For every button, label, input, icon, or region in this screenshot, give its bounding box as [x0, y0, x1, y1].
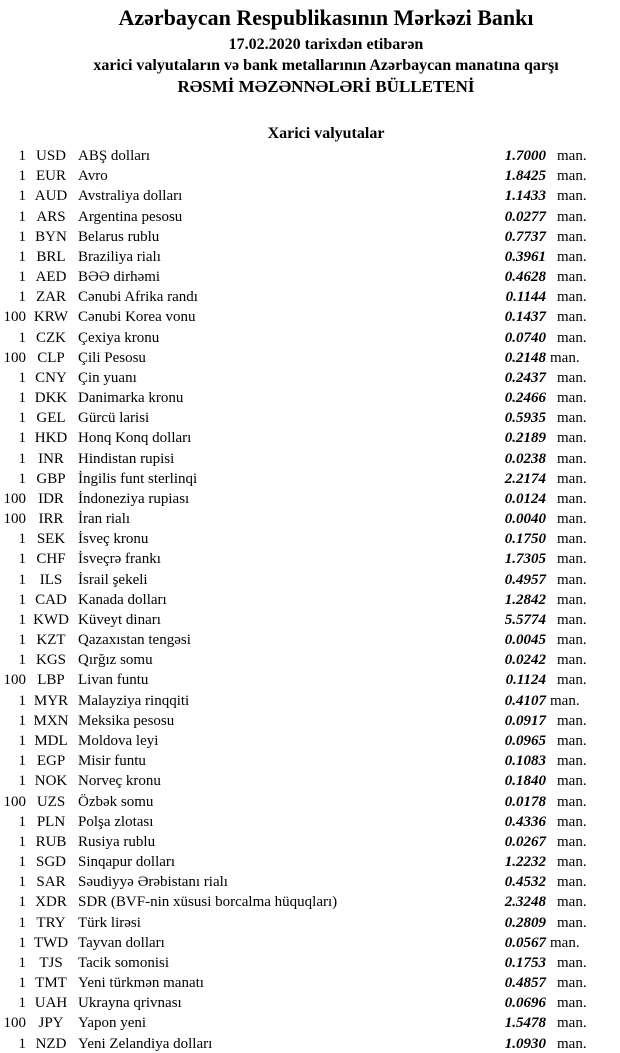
- rate-value: 1.8425: [504, 168, 546, 185]
- currency-name: Yeni türkmən manatı: [78, 975, 204, 992]
- unit-label: man.: [557, 813, 587, 830]
- rate-row: [0, 388, 620, 408]
- effective-date-line: 17.02.2020 tarixdən etibarən: [228, 36, 424, 53]
- rate-row: [0, 570, 620, 590]
- rate-row: [0, 1013, 620, 1033]
- unit-label: man.: [557, 228, 587, 245]
- unit-label: man.: [557, 793, 587, 810]
- currency-code: UAH: [34, 995, 68, 1012]
- rate-quantity: 1: [18, 1035, 26, 1052]
- rate-row: [0, 207, 620, 227]
- rate-value: 0.0242: [504, 652, 546, 669]
- rate-quantity: 1: [18, 228, 26, 245]
- rate-value: 0.0124: [504, 490, 546, 507]
- rate-row: [0, 812, 620, 832]
- currency-name: Çili Pesosu: [78, 349, 146, 366]
- currency-code: MYR: [33, 692, 69, 709]
- rate-quantity: 100: [3, 793, 26, 810]
- rate-row: [0, 590, 620, 610]
- currency-name: Cənubi Afrika randı: [78, 289, 198, 306]
- unit-label: man.: [557, 591, 587, 608]
- rate-value: 0.3961: [504, 248, 546, 265]
- currency-name: Gürcü larisi: [78, 410, 150, 427]
- unit-label: man.: [557, 289, 587, 306]
- currency-code: JPY: [38, 1015, 64, 1032]
- unit-label: man.: [557, 309, 587, 326]
- rate-value: 1.2232: [504, 854, 546, 871]
- currency-code: IDR: [38, 490, 64, 507]
- currency-name: Argentina pesosu: [78, 208, 183, 225]
- unit-label: man.: [557, 329, 587, 346]
- document-subtitle: xarici valyutaların və bank metallarının Azərbaycan manatına qarşı: [93, 57, 559, 74]
- currency-name: Honq Konq dolları: [78, 430, 192, 447]
- unit-label: man.: [557, 571, 587, 588]
- unit-label: man.: [557, 712, 587, 729]
- unit-label: man.: [557, 369, 587, 386]
- currency-code: PLN: [36, 813, 66, 830]
- rate-value: 0.1437: [504, 309, 546, 326]
- currency-name: İsrail şekeli: [78, 571, 148, 588]
- currency-name: Çexiya kronu: [78, 329, 160, 346]
- rate-quantity: 100: [3, 672, 26, 689]
- rate-quantity: 1: [18, 289, 26, 306]
- currency-code: USD: [35, 148, 66, 164]
- rate-row: [0, 328, 620, 348]
- currency-name: Hindistan rupisi: [78, 450, 175, 467]
- unit-label: man.: [557, 531, 587, 548]
- unit-label: man.: [557, 632, 587, 649]
- currency-code: RUB: [35, 833, 67, 850]
- rate-quantity: 1: [18, 753, 26, 770]
- rate-quantity: 100: [3, 490, 26, 507]
- rate-value: 1.7000: [504, 148, 546, 164]
- currency-code: CZK: [36, 329, 66, 346]
- rate-quantity: 100: [3, 511, 26, 528]
- unit-label: man.: [557, 430, 587, 447]
- currency-code: CAD: [35, 591, 67, 608]
- rate-row: [0, 691, 620, 711]
- rate-quantity: 1: [18, 470, 26, 487]
- unit-label: man.: [557, 148, 587, 164]
- currency-code: NOK: [34, 773, 68, 790]
- currency-name: Malayziya rinqqiti: [78, 692, 190, 709]
- rate-value: 0.1840: [504, 773, 546, 790]
- rate-quantity: 1: [18, 854, 26, 871]
- currency-name: İsveçrə frankı: [78, 551, 161, 568]
- rate-value: 1.7305: [504, 551, 546, 568]
- rate-value: 0.0917: [504, 712, 546, 729]
- rate-value: 0.4336: [504, 813, 546, 830]
- currency-code: KRW: [33, 309, 69, 326]
- currency-name: İsveç kronu: [78, 531, 149, 548]
- currency-code: INR: [38, 450, 64, 467]
- currency-name: Livan funtu: [78, 672, 149, 689]
- rate-quantity: 1: [18, 430, 26, 447]
- currency-name: Misir funtu: [78, 753, 146, 770]
- currency-name: Tacik somonisi: [78, 954, 170, 971]
- currency-code: TJS: [39, 954, 63, 971]
- rate-row: [0, 186, 620, 206]
- rate-row: [0, 368, 620, 388]
- rate-value: 2.2174: [504, 470, 546, 487]
- rate-row: [0, 509, 620, 529]
- currency-name: BƏƏ dirhəmi: [78, 269, 161, 286]
- rate-value: 0.0277: [504, 208, 546, 225]
- rate-row: [0, 348, 620, 368]
- rate-row: [0, 428, 620, 448]
- rate-value: 0.0267: [504, 833, 546, 850]
- currency-code: NZD: [35, 1035, 67, 1052]
- currency-code: SAR: [36, 874, 66, 891]
- currency-code: UZS: [36, 793, 66, 810]
- rate-quantity: 1: [18, 975, 26, 992]
- currency-code: HKD: [34, 430, 68, 447]
- rate-quantity: 1: [18, 269, 26, 286]
- rate-value: 2.3248: [504, 894, 546, 911]
- rate-value: 0.2189: [504, 430, 546, 447]
- rate-value: 0.4532: [504, 874, 546, 891]
- unit-label: man.: [557, 833, 587, 850]
- currency-code: MXN: [33, 712, 69, 729]
- currency-name: Belarus rublu: [78, 228, 160, 245]
- rate-row: [0, 953, 620, 973]
- rate-quantity: 1: [18, 874, 26, 891]
- currency-name: Yapon yeni: [78, 1015, 147, 1032]
- currency-code: EGP: [36, 753, 66, 770]
- rate-value: 0.5935: [504, 410, 546, 427]
- unit-label: man.: [557, 269, 587, 286]
- rate-value: 1.0930: [504, 1035, 546, 1052]
- rate-value: 0.4107: [504, 692, 546, 709]
- currency-code: ILS: [39, 571, 63, 588]
- currency-code: CHF: [36, 551, 66, 568]
- rate-quantity: 1: [18, 995, 26, 1012]
- rate-row: [0, 630, 620, 650]
- rate-quantity: 1: [18, 248, 26, 265]
- rate-row: [0, 489, 620, 509]
- rate-quantity: 1: [18, 732, 26, 749]
- unit-label: man.: [557, 773, 587, 790]
- rate-quantity: 1: [18, 208, 26, 225]
- rate-quantity: 1: [18, 551, 26, 568]
- currency-name: Qazaxıstan tengəsi: [78, 632, 191, 649]
- rate-quantity: 100: [3, 349, 26, 366]
- rate-row: [0, 408, 620, 428]
- rate-quantity: 1: [18, 450, 26, 467]
- rate-value: 0.1144: [505, 289, 546, 306]
- currency-code: MDL: [34, 732, 68, 749]
- rate-quantity: 1: [18, 168, 26, 185]
- currency-name: Meksika pesosu: [78, 712, 175, 729]
- rate-quantity: 1: [18, 148, 26, 164]
- unit-label: man.: [557, 551, 587, 568]
- rate-quantity: 1: [18, 652, 26, 669]
- unit-label: man.: [557, 450, 587, 467]
- currency-name: ABŞ dolları: [78, 148, 151, 164]
- currency-name: SDR (BVF-nin xüsusi borcalma hüquqları): [78, 894, 338, 911]
- rate-quantity: 1: [18, 914, 26, 931]
- rate-row: [0, 549, 620, 569]
- currency-code: KZT: [36, 632, 66, 649]
- currency-code: TWD: [33, 934, 69, 951]
- currency-name: Türk lirəsi: [78, 914, 141, 931]
- currency-code: LBP: [37, 672, 65, 689]
- unit-label: man.: [557, 854, 587, 871]
- currency-code: BYN: [35, 228, 67, 245]
- rate-row: [0, 993, 620, 1013]
- rate-quantity: 1: [18, 954, 26, 971]
- rate-row: [0, 1034, 620, 1053]
- rate-row: [0, 610, 620, 630]
- rate-row: [0, 751, 620, 771]
- rate-value: 0.2437: [504, 369, 546, 386]
- rate-quantity: 1: [18, 632, 26, 649]
- currency-name: İran rialı: [78, 511, 131, 528]
- rate-row: [0, 469, 620, 489]
- unit-label: man.: [557, 168, 587, 185]
- currency-name: Kanada dolları: [78, 591, 167, 608]
- rate-quantity: 100: [3, 309, 26, 326]
- currency-name: Avstraliya dolları: [78, 188, 183, 205]
- rate-quantity: 1: [18, 390, 26, 407]
- rate-value: 0.2809: [504, 914, 546, 931]
- currency-name: Küveyt dinarı: [78, 611, 161, 628]
- currency-name: Rusiya rublu: [78, 833, 156, 850]
- rate-value: 0.1753: [504, 954, 546, 971]
- rate-row: [0, 771, 620, 791]
- currency-name: Moldova leyi: [78, 732, 159, 749]
- unit-label: man.: [557, 248, 587, 265]
- unit-label: man.: [557, 390, 587, 407]
- rate-value: 0.0045: [504, 632, 546, 649]
- unit-label: man.: [557, 894, 587, 911]
- rate-value: 1.5478: [504, 1015, 546, 1032]
- currency-code: CNY: [35, 369, 67, 386]
- currency-name: İndoneziya rupiası: [78, 490, 190, 507]
- rate-row: [0, 146, 620, 166]
- unit-label: man.: [557, 975, 587, 992]
- currency-name: Polşa zlotası: [78, 813, 154, 830]
- unit-label: man.: [557, 954, 587, 971]
- currency-code: CLP: [37, 349, 65, 366]
- rate-value: 0.0696: [504, 995, 546, 1012]
- rate-value: 1.1433: [504, 188, 546, 205]
- currency-name: Yeni Zelandiya dolları: [78, 1035, 213, 1052]
- unit-label: man.: [557, 470, 587, 487]
- currency-code: SGD: [35, 854, 66, 871]
- rate-quantity: 1: [18, 410, 26, 427]
- rate-row: [0, 529, 620, 549]
- unit-label: man.: [557, 208, 587, 225]
- bulletin-title: RƏSMİ MƏZƏNNƏLƏRİ BÜLLETENİ: [177, 77, 475, 96]
- currency-code: XDR: [35, 894, 67, 911]
- unit-label: man.: [557, 410, 587, 427]
- unit-label: man.: [557, 995, 587, 1012]
- currency-code: IRR: [38, 511, 64, 528]
- rate-row: [0, 731, 620, 751]
- rate-value: 5.5774: [504, 611, 546, 628]
- unit-label: man.: [550, 692, 580, 709]
- rate-quantity: 100: [3, 1015, 26, 1032]
- currency-name: Avro: [78, 168, 108, 185]
- unit-label: man.: [557, 672, 587, 689]
- rate-row: [0, 449, 620, 469]
- rate-value: 0.2466: [504, 390, 546, 407]
- rate-value: 0.7737: [504, 228, 546, 245]
- rate-row: [0, 247, 620, 267]
- section-title-foreign-currencies: Xarici valyutalar: [267, 125, 385, 142]
- rate-quantity: 1: [18, 833, 26, 850]
- rate-row: [0, 792, 620, 812]
- unit-label: man.: [557, 652, 587, 669]
- currency-code: BRL: [36, 248, 66, 265]
- rate-value: 0.4857: [504, 975, 546, 992]
- unit-label: man.: [557, 874, 587, 891]
- rate-row: [0, 670, 620, 690]
- rate-quantity: 1: [18, 813, 26, 830]
- rate-quantity: 1: [18, 934, 26, 951]
- rate-value: 0.1750: [504, 531, 546, 548]
- currency-name: Səudiyyə Ərəbistanı rialı: [78, 874, 228, 891]
- rate-row: [0, 166, 620, 186]
- unit-label: man.: [557, 188, 587, 205]
- rate-value: 0.0238: [504, 450, 546, 467]
- document-header: [32, 4, 620, 97]
- rate-value: 0.4957: [504, 571, 546, 588]
- currency-code: ZAR: [36, 289, 66, 306]
- rate-value: 0.0178: [504, 793, 546, 810]
- currency-name: Qırğız somu: [78, 652, 153, 669]
- rate-value: 0.0567: [504, 934, 546, 951]
- unit-label: man.: [557, 732, 587, 749]
- currency-code: EUR: [36, 168, 66, 185]
- rate-row: [0, 913, 620, 933]
- unit-label: man.: [557, 1015, 587, 1032]
- currency-name: Tayvan dolları: [78, 934, 165, 951]
- rate-row: [0, 892, 620, 912]
- rate-value: 0.1124: [505, 672, 546, 689]
- unit-label: man.: [557, 611, 587, 628]
- rate-quantity: 1: [18, 712, 26, 729]
- currency-name: Braziliya rialı: [78, 248, 161, 265]
- rate-quantity: 1: [18, 611, 26, 628]
- rate-value: 0.2148: [504, 349, 546, 366]
- rate-value: 1.2842: [504, 591, 546, 608]
- rate-value: 0.1083: [504, 753, 546, 770]
- currency-code: AED: [35, 269, 67, 286]
- rate-row: [0, 307, 620, 327]
- rate-row: [0, 287, 620, 307]
- rate-row: [0, 650, 620, 670]
- exchange-rates-table: [0, 146, 620, 1053]
- currency-name: Norveç kronu: [78, 773, 161, 790]
- currency-code: GBP: [36, 470, 66, 487]
- rate-value: 0.0740: [504, 329, 546, 346]
- rate-quantity: 1: [18, 329, 26, 346]
- currency-name: Sinqapur dolları: [78, 854, 176, 871]
- rate-row: [0, 832, 620, 852]
- rate-row: [0, 227, 620, 247]
- currency-code: DKK: [34, 390, 68, 407]
- rate-value: 0.0040: [504, 511, 546, 528]
- rate-row: [0, 852, 620, 872]
- bank-name-title: Azərbaycan Respublikasının Mərkəzi Bankı: [118, 5, 534, 30]
- rate-value: 0.4628: [504, 269, 546, 286]
- unit-label: man.: [550, 349, 580, 366]
- rate-row: [0, 711, 620, 731]
- currency-name: İngilis funt sterlinqi: [78, 470, 198, 487]
- currency-code: TRY: [36, 914, 66, 931]
- currency-name: Ukrayna qrivnası: [78, 995, 182, 1012]
- rate-quantity: 1: [18, 571, 26, 588]
- unit-label: man.: [550, 934, 580, 951]
- rate-quantity: 1: [18, 369, 26, 386]
- unit-label: man.: [557, 753, 587, 770]
- unit-label: man.: [557, 914, 587, 931]
- rate-quantity: 1: [18, 188, 26, 205]
- currency-code: TMT: [35, 975, 67, 992]
- rate-quantity: 1: [18, 591, 26, 608]
- unit-label: man.: [557, 1035, 587, 1052]
- rate-row: [0, 267, 620, 287]
- rate-row: [0, 933, 620, 953]
- rate-value: 0.0965: [504, 732, 546, 749]
- unit-label: man.: [557, 511, 587, 528]
- currency-name: Danimarka kronu: [78, 390, 184, 407]
- rate-row: [0, 973, 620, 993]
- rate-quantity: 1: [18, 531, 26, 548]
- rate-row: [0, 872, 620, 892]
- rate-quantity: 1: [18, 692, 26, 709]
- currency-code: AUD: [34, 188, 68, 205]
- currency-code: GEL: [36, 410, 66, 427]
- currency-name: Cənubi Korea vonu: [78, 309, 196, 326]
- currency-name: Özbək somu: [78, 793, 154, 810]
- currency-code: ARS: [36, 208, 66, 225]
- rate-quantity: 1: [18, 773, 26, 790]
- currency-code: KGS: [35, 652, 66, 669]
- rate-quantity: 1: [18, 894, 26, 911]
- unit-label: man.: [557, 490, 587, 507]
- currency-code: SEK: [36, 531, 66, 548]
- currency-code: KWD: [33, 611, 69, 628]
- currency-name: Çin yuanı: [78, 369, 137, 386]
